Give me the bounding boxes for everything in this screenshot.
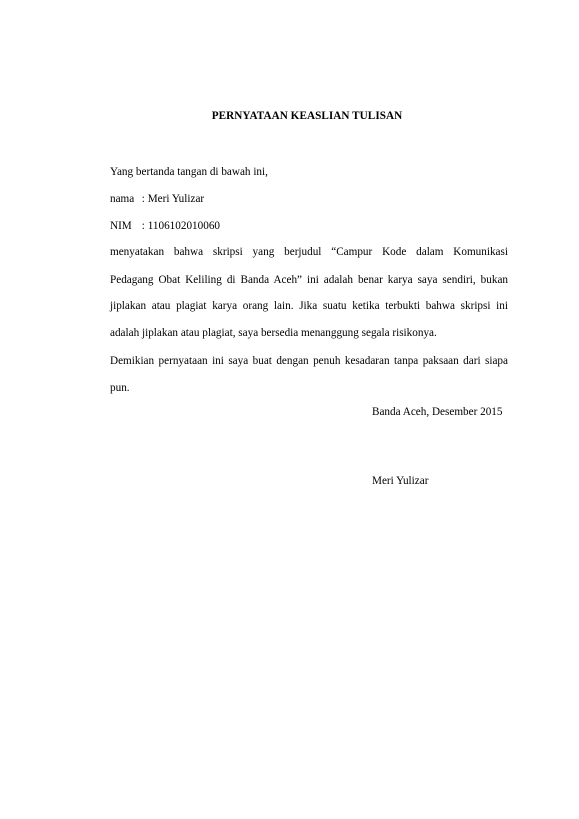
field-nama-key: nama (110, 193, 135, 205)
field-nim-key: NIM (110, 220, 132, 232)
closing-line-1: Demikian pernyataan ini saya buat dengan penuh kesadaran tanpa paksaan dari siapa (110, 355, 508, 367)
statement-line-2: Pedagang Obat Keliling di Banda Aceh” ini adalah benar karya saya sendiri, bukan (110, 274, 508, 286)
intro-text: Yang bertanda tangan di bawah ini, (110, 166, 268, 178)
document-title: PERNYATAAN KEASLIAN TULISAN (211, 110, 403, 122)
field-nim (110, 220, 220, 232)
statement-line-3: jiplakan atau plagiat karya orang lain. Jika suatu ketika terbukti bahwa skripsi ini (110, 300, 508, 312)
place-date: Banda Aceh, Desember 2015 (372, 406, 503, 418)
field-nama-value: : Meri Yulizar (141, 193, 205, 205)
statement-line-1: menyatakan bahwa skripsi yang berjudul “Campur Kode dalam Komunikasi (110, 246, 508, 258)
statement-line-4: adalah jiplakan atau plagiat, saya bersedia menanggung segala risikonya. (110, 327, 437, 339)
field-nama (110, 193, 204, 205)
signatory-name: Meri Yulizar (372, 475, 429, 487)
closing-line-2: pun. (110, 382, 130, 394)
field-nim-value: : 1106102010060 (141, 220, 221, 232)
